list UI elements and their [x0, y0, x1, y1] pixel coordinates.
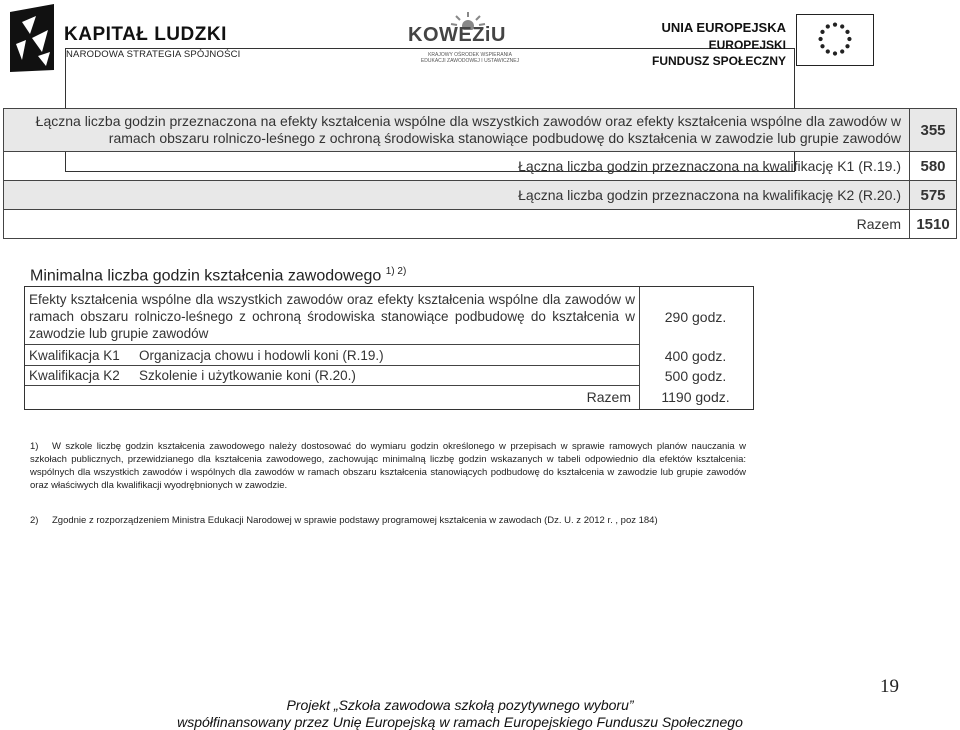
kowezu-subtitle: KRAJOWY OŚRODEK WSPIERANIA EDUKACJI ZAWODOWEJ I USTAWICZNEJ — [420, 52, 520, 64]
k1-hours-label: Łączna liczba godzin przeznaczona na kwalifikację K1 (R.19.) — [4, 152, 910, 181]
kowezu-name: KOWEZiU — [408, 24, 506, 46]
row-divider — [25, 344, 639, 345]
section-title-footnote-refs: 1) 2) — [385, 266, 407, 277]
kapital-ludzki-logo — [8, 4, 241, 74]
footnote-2 — [30, 514, 746, 527]
table-row — [4, 210, 957, 239]
k2-hours: 500 godz. — [664, 368, 727, 384]
eu-line-1: UNIA EUROPEJSKA — [661, 20, 786, 35]
footer-funding-line: współfinansowany przez Unię Europejską w ramach Europejskiego Funduszu Społecznego — [177, 714, 743, 730]
kapital-ludzki-title: KAPITAŁ LUDZKI — [64, 24, 227, 45]
k2-hours-label: Łączna liczba godzin przeznaczona na kwalifikację K2 (R.20.) — [4, 181, 910, 210]
k2-code: Kwalifikacja K2 — [29, 368, 120, 383]
minimal-hours-values — [639, 287, 752, 409]
minimal-hours-labels — [25, 287, 640, 409]
k1-hours: 400 godz. — [664, 348, 727, 364]
section-title — [30, 266, 406, 285]
kapital-ludzki-subtitle: NARODOWA STRATEGIA SPÓJNOŚCI — [65, 48, 795, 172]
kapital-ludzki-emblem-icon — [8, 4, 56, 72]
k2-hours-value: 575 — [910, 181, 957, 210]
footnote-1-text: W szkole liczbę godzin kształcenia zawodowego należy dostosować do wymiaru godzin określonego w przepisach w sprawie ramowych planów nauczania w szkołach publicznych, przewidzianego dla kształcenia zawodowego, zachowując minimalną liczbę godzin wskazanych w tabeli odpowiednio dla efektów kształcenia: wspólnych dla wszystkich zawodów i wspólnych dla zawodów w ramach obszaru kształcenia stanowiących podbudowę do kształcenia w zawodzie lub grupie zawodów oraz właściwych dla kwalifikacji wyodrębnionych w zawodzie. — [30, 441, 746, 491]
k1-hours-value: 580 — [910, 152, 957, 181]
common-effects-value: 355 — [910, 109, 957, 152]
footnote-2-number: 2) — [30, 515, 39, 526]
total-label: Razem — [4, 210, 910, 239]
k2-row — [29, 368, 356, 383]
total-value: 1510 — [910, 210, 957, 239]
common-effects-label: Łączna liczba godzin przeznaczona na efekty kształcenia wspólne dla wszystkich zawodów oraz efekty kształcenia wspólne dla zawodów w ramach obszaru rolniczo-leśnego z ochroną środowiska stanowiące podbudowę do kształcenia w zawodzie lub grupie zawodów — [4, 109, 910, 152]
footnote-1-number: 1) — [30, 441, 39, 452]
hours-summary-table — [3, 108, 957, 239]
row-divider — [25, 385, 639, 386]
common-effects-description: Efekty kształcenia wspólne dla wszystkich zawodów oraz efekty kształcenia wspólne dla zawodów w ramach obszaru rolniczo-leśnego z ochroną środowiska stanowiące podbudowę do kształcenia w zawodzie lub grupie zawodów — [29, 292, 635, 341]
minimal-hours-table — [24, 286, 754, 410]
eu-logo — [651, 14, 874, 70]
footnote-2-text: Zgodnie z rozporządzeniem Ministra Edukacji Narodowej w sprawie podstawy programowej kształcenia w zawodach (Dz. U. z 2012 r. , poz 184) — [52, 515, 658, 526]
k1-row — [29, 348, 384, 363]
footer-project-line: Projekt „Szkoła zawodowa szkołą pozytywnego wyboru” — [286, 697, 634, 713]
k1-code: Kwalifikacja K1 — [29, 348, 120, 363]
common-hours: 290 godz. — [664, 309, 727, 325]
table-row — [4, 181, 957, 210]
footnote-1 — [30, 440, 746, 492]
kowezu-logo — [408, 10, 528, 70]
row-divider — [25, 365, 639, 366]
eu-flag-icon — [796, 14, 874, 66]
table-row — [4, 152, 957, 181]
k1-name: Organizacja chowu i hodowli koni (R.19.) — [139, 348, 384, 363]
eu-line-2: EUROPEJSKI — [708, 38, 786, 52]
eu-line-3: FUNDUSZ SPOŁECZNY — [651, 54, 786, 68]
razem-label: Razem — [586, 389, 631, 405]
k2-name: Szkolenie i użytkowanie koni (R.20.) — [139, 368, 356, 383]
total-hours: 1190 godz. — [661, 389, 730, 405]
table-row — [4, 109, 957, 152]
page-number: 19 — [880, 676, 899, 697]
section-title-text: Minimalna liczba godzin kształcenia zawodowego — [30, 267, 382, 285]
